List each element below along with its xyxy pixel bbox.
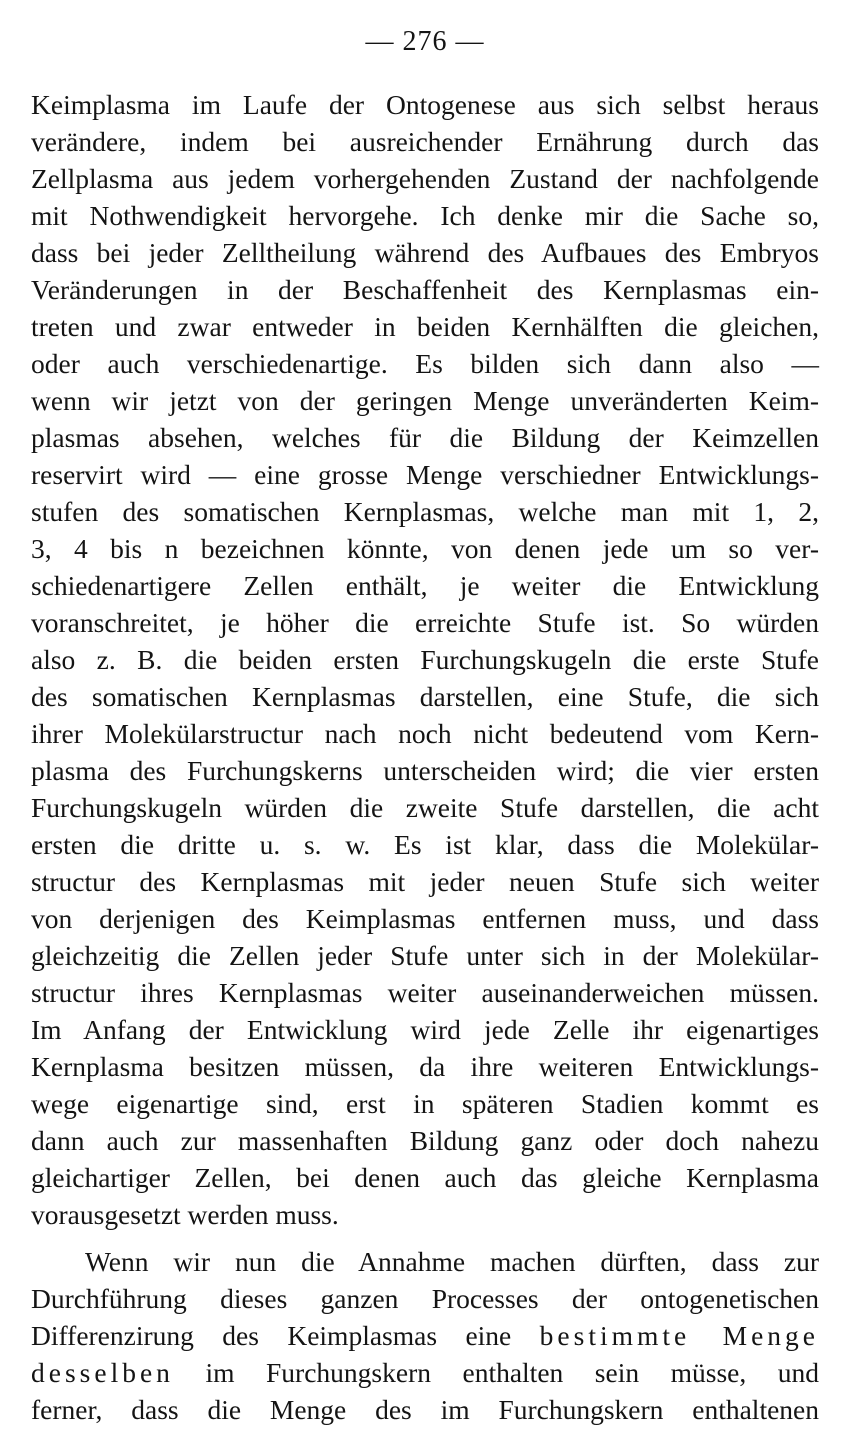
text-line: Durchführung dieses ganzen Processes der ontogenetischen — [31, 1283, 819, 1314]
text-line: Zellplasma aus jedem vorhergehenden Zustand der nachfolgende — [31, 163, 819, 194]
text-run: im Furchungskern enthalten sein müsse, und — [205, 1357, 820, 1388]
text-line — [31, 1317, 819, 1354]
text-line: dann auch zur massenhaften Bildung ganz oder doch nahezu — [31, 1125, 819, 1156]
spaced-emphasis: bestimmte Menge — [539, 1320, 820, 1351]
text-line: mit Nothwendigkeit hervorgehe. Ich denke mir die Sache so, — [31, 200, 819, 231]
text-line: Wenn wir nun die Annahme machen dürften, dass zur — [85, 1246, 819, 1277]
text-line: vorausgesetzt werden muss. — [31, 1199, 339, 1230]
text-line: Furchungskugeln würden die zweite Stufe darstellen, die acht — [31, 792, 819, 823]
text-line: stufen des somatischen Kernplasmas, welche man mit 1, 2, — [31, 496, 819, 527]
text-line: reservirt wird — eine grosse Menge verschiedner Entwicklungs- — [31, 459, 819, 490]
text-line: voranschreitet, je höher die erreichte Stufe ist. So würden — [31, 607, 819, 638]
text-line: wege eigenartige sind, erst in späteren Stadien kommt es — [31, 1088, 819, 1119]
text-line: structur des Kernplasmas mit jeder neuen Stufe sich weiter — [31, 866, 819, 897]
text-line: wenn wir jetzt von der geringen Menge unveränderten Keim- — [31, 385, 819, 416]
spaced-emphasis: desselben — [31, 1357, 174, 1388]
text-line: verändere, indem bei ausreichender Ernährung durch das — [31, 126, 819, 157]
text-run: Differenzirung des Keimplasmas eine — [31, 1320, 512, 1351]
text-line: dass bei jeder Zelltheilung während des Aufbaues des Embryos — [31, 237, 819, 268]
text-line: Veränderungen in der Beschaffenheit des Kernplasmas ein- — [31, 274, 819, 305]
text-line: also z. B. die beiden ersten Furchungskugeln die erste Stufe — [31, 644, 819, 675]
text-line: 3, 4 bis n bezeichnen könnte, von denen jede um so ver- — [31, 533, 819, 564]
text-line: structur ihres Kernplasmas weiter auseinanderweichen müssen. — [31, 977, 819, 1008]
text-line: schiedenartigere Zellen enthält, je weiter die Entwicklung — [31, 570, 819, 601]
text-line: oder auch verschiedenartige. Es bilden sich dann also — — [31, 348, 819, 379]
text-line: Im Anfang der Entwicklung wird jede Zelle ihr eigenartiges — [31, 1014, 819, 1045]
text-line: des somatischen Kernplasmas darstellen, eine Stufe, die sich — [31, 681, 819, 712]
text-line: treten und zwar entweder in beiden Kernhälften die gleichen, — [31, 311, 819, 342]
text-line: gleichartiger Zellen, bei denen auch das gleiche Kernplasma — [31, 1162, 819, 1193]
text-line: Keimplasma im Laufe der Ontogenese aus sich selbst heraus — [31, 89, 819, 120]
text-line: gleichzeitig die Zellen jeder Stufe unter sich in der Molekülar- — [31, 940, 819, 971]
text-line: plasmas absehen, welches für die Bildung der Keimzellen — [31, 422, 819, 453]
text-line: ihrer Molekülarstructur nach noch nicht bedeutend vom Kern- — [31, 718, 819, 749]
text-line: von derjenigen des Keimplasmas entfernen muss, und dass — [31, 903, 819, 934]
text-line: ersten die dritte u. s. w. Es ist klar, dass die Molekülar- — [31, 829, 819, 860]
page-number: — 276 — — [365, 26, 485, 57]
text-line: plasma des Furchungskerns unterscheiden wird; die vier ersten — [31, 755, 819, 786]
text-line: Kernplasma besitzen müssen, da ihre weiteren Entwicklungs- — [31, 1051, 819, 1082]
text-line — [31, 1354, 819, 1391]
text-line: ferner, dass die Menge des im Furchungskern enthaltenen — [31, 1394, 819, 1425]
